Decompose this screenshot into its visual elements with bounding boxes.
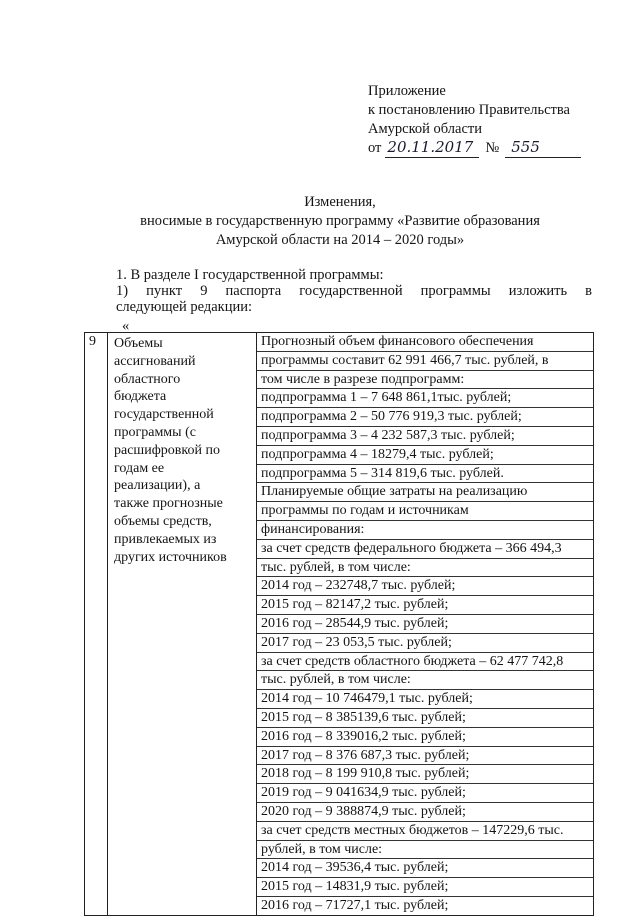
value-line: за счет средств местных бюджетов – 147229,6 тыс. [257, 822, 593, 841]
table-row [85, 333, 594, 916]
name-line: реализации), а [114, 478, 201, 494]
value-line: 2014 год – 232748,7 тыс. рублей; [257, 577, 593, 596]
value-line: тыс. рублей, в том числе: [257, 671, 593, 690]
value-line: тыс. рублей, в том числе: [257, 559, 593, 578]
doc-title-line-1: Изменения, [304, 194, 376, 210]
doc-title-line-3: Амурской области на 2014 – 2020 годы» [215, 232, 465, 248]
handwritten-number: 555 [505, 138, 581, 158]
value-line: 2016 год – 71727,1 тыс. рублей; [261, 897, 449, 913]
paragraph-item-1: 1) пункт 9 паспорта государственной программы изложить в [116, 283, 592, 299]
value-line: за счет средств областного бюджета – 62 477 742,8 [257, 653, 593, 672]
value-line: 2015 год – 14831,9 тыс. рублей; [257, 878, 593, 897]
doc-title-line-2: вносимые в государственную программу «Развитие образования [140, 213, 540, 229]
value-line: подпрограмма 4 – 18279,4 тыс. рублей; [257, 446, 593, 465]
value-line: за счет средств федерального бюджета – 366 494,3 [257, 540, 593, 559]
value-line: подпрограмма 3 – 4 232 587,3 тыс. рублей; [257, 427, 593, 446]
paragraph-section-1: 1. В разделе I государственной программы: [116, 267, 384, 283]
number-label: № [485, 140, 500, 156]
value-line: том числе в разрезе подпрограмм: [257, 371, 593, 390]
value-line: подпрограмма 5 – 314 819,6 тыс. рублей. [257, 465, 593, 484]
name-line: объемы средств, [114, 513, 212, 529]
approval-line [368, 138, 581, 158]
paragraph-continuation: следующей редакции: [116, 299, 253, 315]
value-line: 2018 год – 8 199 910,8 тыс. рублей; [257, 765, 593, 784]
name-line: областного [114, 371, 181, 387]
value-line: финансирования: [257, 521, 593, 540]
value-line: программы по годам и источникам [257, 502, 593, 521]
value-line: 2020 год – 9 388874,9 тыс. рублей; [257, 803, 593, 822]
value-line: программы составит 62 991 466,7 тыс. рублей, в [257, 352, 593, 371]
value-line: 2015 год – 8 385139,6 тыс. рублей; [257, 709, 593, 728]
value-line: Прогнозный объем финансового обеспечения [257, 333, 593, 352]
name-line: других источников [114, 549, 227, 565]
value-line: 2014 год – 10 746479,1 тыс. рублей; [257, 690, 593, 709]
value-line: 2016 год – 8 339016,2 тыс. рублей; [257, 728, 593, 747]
value-line: 2015 год – 82147,2 тыс. рублей; [257, 596, 593, 615]
name-line: также прогнозные [114, 496, 223, 512]
value-line: 2019 год – 9 041634,9 тыс. рублей; [257, 784, 593, 803]
name-line: программы (с [114, 424, 196, 440]
name-line: привлекаемых из [114, 531, 217, 547]
value-line: 2014 год – 39536,4 тыс. рублей; [257, 859, 593, 878]
row-name-cell [108, 333, 257, 916]
opening-quote: « [122, 318, 130, 334]
appendix-line: Амурской области [368, 121, 482, 137]
name-line: бюджета [114, 389, 167, 405]
appendix-line: к постановлению Правительства [368, 102, 570, 118]
appendix-header [368, 82, 570, 139]
name-line: Объемы [114, 336, 163, 351]
row-number-cell: 9 [85, 333, 108, 916]
value-line: 2017 год – 23 053,5 тыс. рублей; [257, 634, 593, 653]
name-line: ассигнований [114, 353, 196, 369]
appendix-line: Приложение [368, 83, 446, 99]
value-line: подпрограмма 1 – 7 648 861,1тыс. рублей; [257, 389, 593, 408]
row-value-cell [257, 333, 594, 916]
value-line: Планируемые общие затраты на реализацию [257, 483, 593, 502]
name-line: годам ее [114, 460, 165, 476]
value-line: 2017 год – 8 376 687,3 тыс. рублей; [257, 747, 593, 766]
value-line: подпрограмма 2 – 50 776 919,3 тыс. рублей; [257, 408, 593, 427]
name-line: государственной [114, 407, 214, 423]
passport-table [84, 332, 594, 916]
value-line: рублей, в том числе: [257, 841, 593, 860]
handwritten-date: 20.11.2017 [385, 138, 479, 158]
value-line: 2016 год – 28544,9 тыс. рублей; [257, 615, 593, 634]
date-prefix: от [368, 140, 382, 156]
name-line: расшифровкой по [114, 442, 220, 458]
